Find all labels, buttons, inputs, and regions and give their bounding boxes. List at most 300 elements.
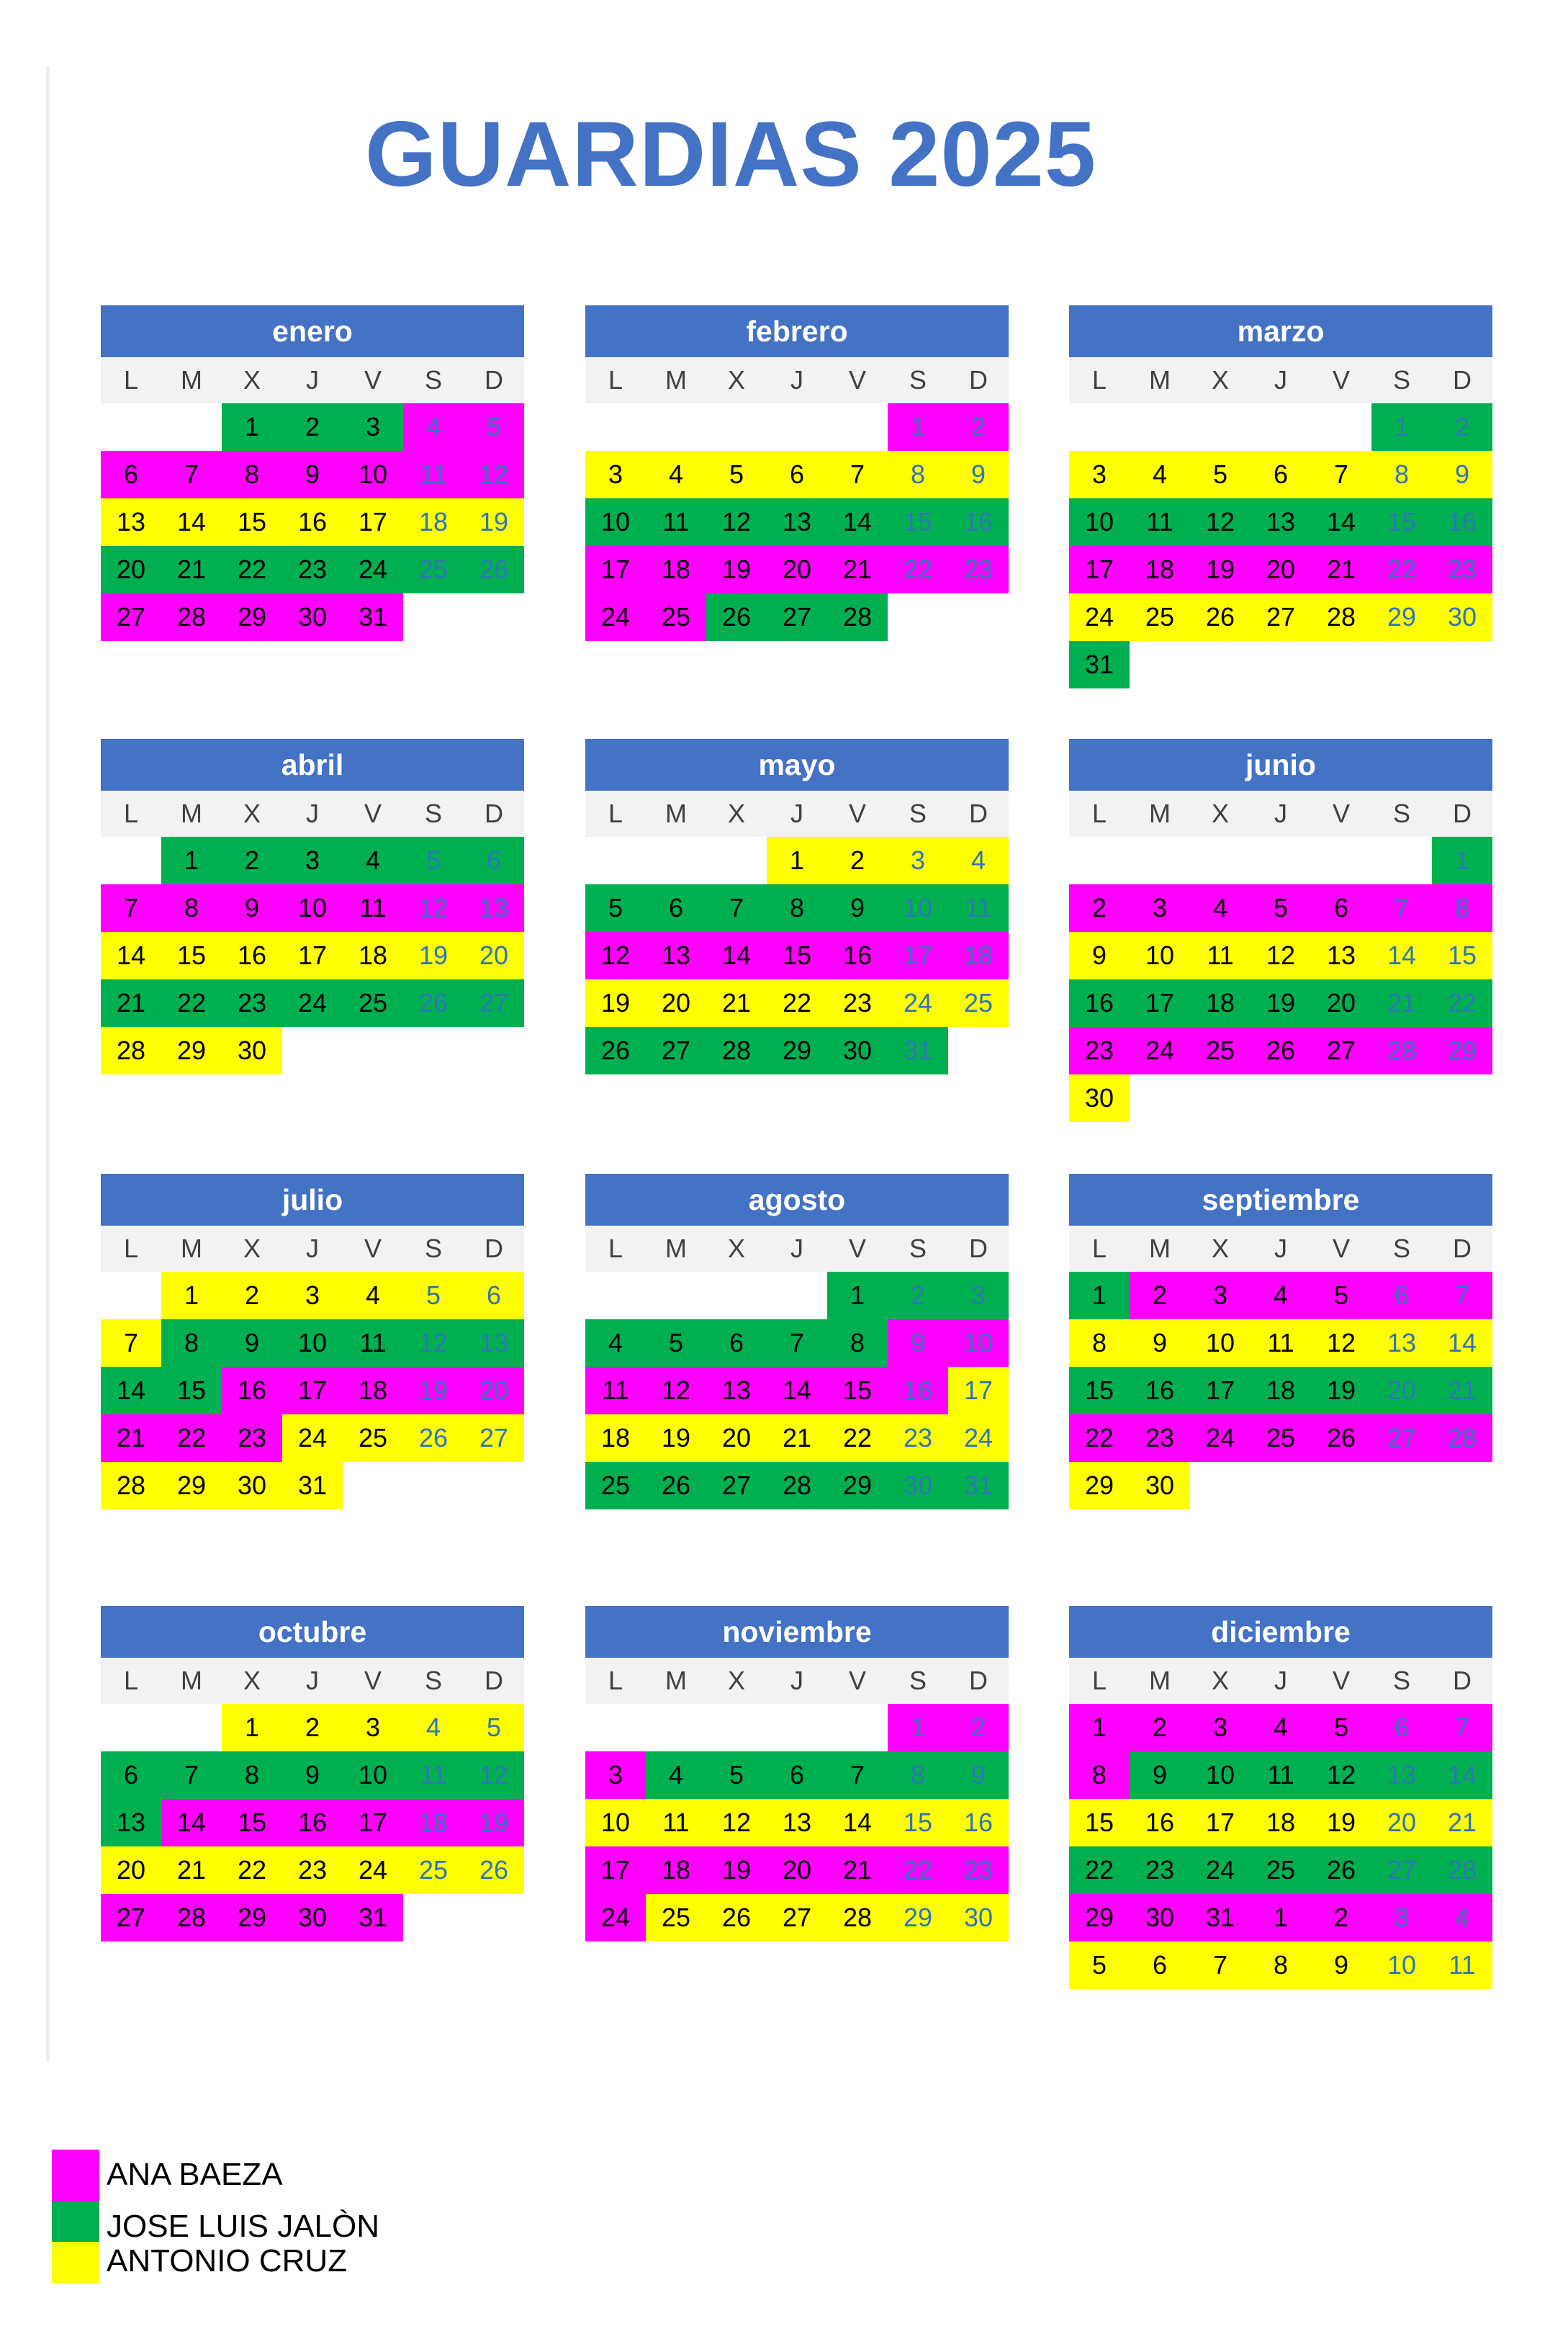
week-row — [1069, 546, 1492, 593]
day-cell: 10 — [948, 1319, 1009, 1367]
empty-cell — [1130, 403, 1190, 451]
month-title: septiembre — [1069, 1174, 1492, 1226]
day-cell: 29 — [1069, 1894, 1130, 1941]
day-cell: 18 — [403, 498, 464, 546]
day-cell: 11 — [1251, 1319, 1311, 1367]
empty-cell — [1432, 1074, 1492, 1122]
weekday-label: V — [1332, 365, 1350, 395]
day-cell: 15 — [222, 498, 282, 546]
day-cell: 29 — [222, 1894, 282, 1941]
week-row — [585, 498, 1009, 546]
day-cell: 11 — [1432, 1941, 1492, 1989]
day-cell: 30 — [1069, 1074, 1130, 1122]
day-cell: 3 — [282, 837, 343, 884]
day-cell: 11 — [1190, 932, 1251, 979]
weekday-label: X — [243, 799, 261, 828]
day-cell: 21 — [161, 1846, 222, 1894]
day-cell: 18 — [343, 1367, 403, 1414]
weekday-label: M — [181, 1666, 202, 1695]
day-cell: 28 — [161, 1894, 222, 1941]
day-cell: 7 — [706, 884, 767, 932]
day-cell: 12 — [1311, 1751, 1371, 1799]
day-cell: 7 — [101, 1319, 161, 1367]
day-cell: 3 — [1190, 1272, 1251, 1319]
weekday-header-row — [1069, 791, 1492, 837]
day-cell: 23 — [948, 1846, 1009, 1894]
day-cell: 6 — [1371, 1272, 1432, 1319]
empty-cell — [101, 1704, 161, 1751]
day-cell: 26 — [464, 546, 524, 593]
weekday-label: L — [608, 365, 623, 395]
day-cell: 16 — [1069, 979, 1130, 1027]
day-cell: 26 — [1251, 1027, 1311, 1074]
day-cell: 7 — [1371, 884, 1432, 932]
empty-cell — [1190, 837, 1251, 884]
day-cell: 27 — [464, 979, 524, 1027]
week-row — [1069, 1751, 1492, 1799]
day-cell: 13 — [706, 1367, 767, 1414]
day-cell: 10 — [282, 884, 343, 932]
day-cell: 12 — [1311, 1319, 1371, 1367]
day-cell: 16 — [222, 1367, 282, 1414]
weekday-header-row — [1069, 1658, 1492, 1704]
month-title: enero — [101, 305, 524, 357]
weekday-label: V — [1332, 1666, 1350, 1695]
day-cell: 26 — [403, 1414, 464, 1462]
day-cell: 12 — [1251, 932, 1311, 979]
day-cell: 30 — [948, 1894, 1009, 1941]
day-cell: 29 — [1432, 1027, 1492, 1074]
week-row — [1069, 498, 1492, 546]
weekday-label: S — [1392, 1666, 1410, 1695]
day-cell: 30 — [222, 1027, 282, 1074]
day-cell: 11 — [1130, 498, 1190, 546]
day-cell: 8 — [161, 1319, 222, 1367]
day-cell: 28 — [161, 593, 222, 641]
day-cell: 21 — [827, 546, 888, 593]
weekday-label: X — [1211, 799, 1229, 828]
weekday-label: X — [727, 1666, 745, 1695]
weekday-label: L — [608, 799, 623, 828]
week-row — [1069, 403, 1492, 451]
day-cell: 10 — [1190, 1751, 1251, 1799]
day-cell: 5 — [464, 403, 524, 451]
day-cell: 11 — [343, 1319, 403, 1367]
day-cell: 4 — [646, 1751, 706, 1799]
day-cell: 15 — [1069, 1367, 1130, 1414]
day-cell: 27 — [767, 593, 827, 641]
day-cell: 3 — [1190, 1704, 1251, 1751]
day-cell: 14 — [161, 498, 222, 546]
day-cell: 15 — [1432, 932, 1492, 979]
empty-cell — [1371, 641, 1432, 688]
day-cell: 9 — [222, 884, 282, 932]
day-cell: 23 — [282, 546, 343, 593]
day-cell: 9 — [888, 1319, 948, 1367]
day-cell: 6 — [1371, 1704, 1432, 1751]
day-cell: 17 — [343, 1799, 403, 1846]
day-cell: 21 — [1311, 546, 1371, 593]
day-cell: 20 — [1251, 546, 1311, 593]
day-cell: 23 — [1130, 1846, 1190, 1894]
legend-swatch-antonio — [52, 2242, 99, 2284]
day-cell: 27 — [706, 1462, 767, 1509]
weekday-label: J — [306, 1666, 319, 1695]
empty-cell — [464, 1027, 524, 1074]
week-row — [585, 1027, 1009, 1074]
day-cell: 17 — [948, 1367, 1009, 1414]
day-cell: 27 — [101, 593, 161, 641]
empty-cell — [888, 593, 948, 641]
weekday-label: M — [181, 365, 202, 395]
day-cell: 1 — [1069, 1272, 1130, 1319]
weekday-label: J — [1274, 1666, 1287, 1695]
month-title: agosto — [585, 1174, 1009, 1226]
day-cell: 10 — [343, 451, 403, 498]
weekday-label: L — [608, 1666, 623, 1695]
day-cell: 17 — [343, 498, 403, 546]
day-cell: 29 — [1069, 1462, 1130, 1509]
empty-cell — [1311, 1074, 1371, 1122]
day-cell: 31 — [1190, 1894, 1251, 1941]
day-cell: 1 — [1069, 1704, 1130, 1751]
empty-cell — [1251, 1462, 1311, 1509]
weekday-label: V — [848, 1666, 866, 1695]
empty-cell — [282, 1027, 343, 1074]
day-cell: 28 — [1432, 1846, 1492, 1894]
week-row — [585, 451, 1009, 498]
day-cell: 19 — [1190, 546, 1251, 593]
day-cell: 1 — [222, 1704, 282, 1751]
day-cell: 13 — [767, 1799, 827, 1846]
weekday-label: M — [1149, 1234, 1171, 1263]
week-row — [101, 1367, 524, 1414]
week-row — [1069, 1799, 1492, 1846]
week-row — [585, 1846, 1009, 1894]
month-title: mayo — [585, 739, 1009, 791]
day-cell: 9 — [948, 451, 1009, 498]
week-row — [101, 451, 524, 498]
day-cell: 31 — [343, 1894, 403, 1941]
day-cell: 26 — [646, 1462, 706, 1509]
empty-cell — [1069, 403, 1130, 451]
month-title: octubre — [101, 1606, 524, 1658]
day-cell: 20 — [101, 546, 161, 593]
day-cell: 7 — [161, 1751, 222, 1799]
day-cell: 13 — [646, 932, 706, 979]
day-cell: 11 — [585, 1367, 646, 1414]
empty-cell — [101, 837, 161, 884]
day-cell: 22 — [1069, 1414, 1130, 1462]
day-cell: 2 — [1130, 1704, 1190, 1751]
day-cell: 28 — [1311, 593, 1371, 641]
empty-cell — [1130, 1074, 1190, 1122]
day-cell: 1 — [222, 403, 282, 451]
day-cell: 13 — [767, 498, 827, 546]
day-cell: 24 — [1190, 1414, 1251, 1462]
day-cell: 27 — [1311, 1027, 1371, 1074]
day-cell: 4 — [343, 837, 403, 884]
day-cell: 7 — [1190, 1941, 1251, 1989]
weekday-label: S — [1392, 799, 1410, 828]
month-diciembre — [1069, 1606, 1492, 1989]
weekday-label: S — [909, 1666, 927, 1695]
empty-cell — [1371, 1462, 1432, 1509]
day-cell: 3 — [585, 451, 646, 498]
day-cell: 26 — [1190, 593, 1251, 641]
weekday-label: D — [485, 365, 503, 395]
empty-cell — [706, 1272, 767, 1319]
weekday-label: X — [243, 1234, 261, 1263]
empty-cell — [646, 837, 706, 884]
day-cell: 23 — [888, 1414, 948, 1462]
month-mayo — [585, 739, 1009, 1074]
day-cell: 12 — [585, 932, 646, 979]
weekday-label: X — [727, 799, 745, 828]
day-cell: 18 — [585, 1414, 646, 1462]
day-cell: 30 — [282, 1894, 343, 1941]
weekday-label: V — [848, 799, 866, 828]
day-cell: 22 — [767, 979, 827, 1027]
day-cell: 13 — [1371, 1751, 1432, 1799]
weekday-label: J — [1274, 799, 1287, 828]
day-cell: 21 — [101, 979, 161, 1027]
month-enero — [101, 305, 524, 641]
weekday-label: S — [909, 365, 927, 395]
day-cell: 13 — [101, 498, 161, 546]
weekday-label: V — [364, 1666, 382, 1695]
weekday-label: J — [790, 1234, 803, 1263]
day-cell: 9 — [282, 1751, 343, 1799]
day-cell: 12 — [1190, 498, 1251, 546]
day-cell: 30 — [827, 1027, 888, 1074]
week-row — [1069, 1027, 1492, 1074]
day-cell: 10 — [585, 498, 646, 546]
week-row — [585, 1272, 1009, 1319]
day-cell: 14 — [827, 498, 888, 546]
day-cell: 5 — [403, 837, 464, 884]
day-cell: 21 — [827, 1846, 888, 1894]
day-cell: 12 — [464, 451, 524, 498]
day-cell: 2 — [948, 1704, 1009, 1751]
week-row — [1069, 979, 1492, 1027]
day-cell: 12 — [646, 1367, 706, 1414]
empty-cell — [1069, 837, 1130, 884]
day-cell: 15 — [222, 1799, 282, 1846]
day-cell: 9 — [282, 451, 343, 498]
weekday-label: X — [243, 1666, 261, 1695]
week-row — [101, 932, 524, 979]
month-marzo — [1069, 305, 1492, 688]
day-cell: 20 — [767, 1846, 827, 1894]
day-cell: 23 — [1130, 1414, 1190, 1462]
day-cell: 11 — [948, 884, 1009, 932]
week-row — [1069, 1846, 1492, 1894]
empty-cell — [706, 403, 767, 451]
week-row — [101, 884, 524, 932]
weekday-header-row — [1069, 1226, 1492, 1272]
week-row — [1069, 1462, 1492, 1509]
weekday-label: V — [1332, 799, 1350, 828]
day-cell: 16 — [888, 1367, 948, 1414]
day-cell: 16 — [282, 498, 343, 546]
day-cell: 9 — [1311, 1941, 1371, 1989]
day-cell: 13 — [464, 1319, 524, 1367]
day-cell: 12 — [706, 1799, 767, 1846]
day-cell: 10 — [1190, 1319, 1251, 1367]
week-row — [1069, 1704, 1492, 1751]
empty-cell — [1251, 403, 1311, 451]
day-cell: 14 — [101, 932, 161, 979]
weekday-label: V — [364, 799, 382, 828]
weekday-label: L — [1091, 799, 1107, 828]
day-cell: 20 — [1371, 1367, 1432, 1414]
day-cell: 23 — [948, 546, 1009, 593]
day-cell: 15 — [888, 498, 948, 546]
day-cell: 8 — [1069, 1319, 1130, 1367]
weekday-label: L — [123, 1666, 139, 1695]
day-cell: 7 — [161, 451, 222, 498]
weekday-header-row — [585, 357, 1009, 403]
month-agosto — [585, 1174, 1009, 1509]
day-cell: 5 — [706, 1751, 767, 1799]
day-cell: 10 — [1130, 932, 1190, 979]
day-cell: 5 — [1069, 1941, 1130, 1989]
month-abril — [101, 739, 524, 1074]
day-cell: 19 — [706, 546, 767, 593]
day-cell: 20 — [101, 1846, 161, 1894]
empty-cell — [1251, 641, 1311, 688]
day-cell: 15 — [1371, 498, 1432, 546]
legend-label-jose: JOSE LUIS JALÒN — [107, 2209, 380, 2244]
day-cell: 3 — [888, 837, 948, 884]
day-cell: 13 — [1371, 1319, 1432, 1367]
weekday-label: M — [665, 799, 687, 828]
weekday-label: D — [485, 1234, 503, 1263]
day-cell: 17 — [585, 1846, 646, 1894]
day-cell: 26 — [706, 1894, 767, 1941]
day-cell: 25 — [1130, 593, 1190, 641]
day-cell: 8 — [161, 884, 222, 932]
day-cell: 8 — [827, 1319, 888, 1367]
day-cell: 28 — [1432, 1414, 1492, 1462]
day-cell: 5 — [1311, 1704, 1371, 1751]
day-cell: 19 — [403, 1367, 464, 1414]
weekday-label: L — [1091, 365, 1107, 395]
day-cell: 9 — [1130, 1751, 1190, 1799]
day-cell: 21 — [767, 1414, 827, 1462]
week-row — [101, 1319, 524, 1367]
day-cell: 26 — [585, 1027, 646, 1074]
day-cell: 23 — [222, 979, 282, 1027]
weekday-label: S — [424, 1666, 442, 1695]
weekday-label: M — [1149, 365, 1171, 395]
weekday-label: S — [424, 1234, 442, 1263]
day-cell: 6 — [706, 1319, 767, 1367]
day-cell: 7 — [1432, 1704, 1492, 1751]
day-cell: 15 — [767, 932, 827, 979]
day-cell: 13 — [101, 1799, 161, 1846]
day-cell: 23 — [1069, 1027, 1130, 1074]
week-row — [101, 979, 524, 1027]
day-cell: 2 — [282, 1704, 343, 1751]
weekday-label: D — [969, 365, 988, 395]
empty-cell — [1251, 1074, 1311, 1122]
week-row — [101, 593, 524, 641]
day-cell: 25 — [585, 1462, 646, 1509]
day-cell: 16 — [1130, 1799, 1190, 1846]
day-cell: 16 — [282, 1799, 343, 1846]
empty-cell — [1130, 837, 1190, 884]
day-cell: 14 — [1311, 498, 1371, 546]
day-cell: 30 — [888, 1462, 948, 1509]
week-row — [101, 498, 524, 546]
day-cell: 11 — [403, 451, 464, 498]
weekday-label: V — [1332, 1234, 1350, 1263]
weekday-label: L — [123, 365, 139, 395]
day-cell: 25 — [646, 1894, 706, 1941]
legend-item-antonio — [52, 2242, 556, 2294]
day-cell: 19 — [464, 498, 524, 546]
day-cell: 10 — [343, 1751, 403, 1799]
day-cell: 20 — [646, 979, 706, 1027]
day-cell: 30 — [1432, 593, 1492, 641]
day-cell: 5 — [1190, 451, 1251, 498]
day-cell: 27 — [1251, 593, 1311, 641]
week-row — [1069, 1941, 1492, 1989]
day-cell: 1 — [888, 403, 948, 451]
day-cell: 25 — [646, 593, 706, 641]
empty-cell — [585, 1704, 646, 1751]
day-cell: 22 — [888, 1846, 948, 1894]
weekday-label: M — [665, 1666, 687, 1695]
day-cell: 19 — [706, 1846, 767, 1894]
legend-swatch-ana — [52, 2150, 99, 2201]
empty-cell — [1311, 641, 1371, 688]
weekday-label: M — [665, 1234, 687, 1263]
weekday-header-row — [585, 791, 1009, 837]
week-row — [585, 979, 1009, 1027]
day-cell: 29 — [767, 1027, 827, 1074]
week-row — [101, 1414, 524, 1462]
weekday-label: M — [1149, 799, 1171, 828]
day-cell: 3 — [343, 1704, 403, 1751]
day-cell: 23 — [282, 1846, 343, 1894]
day-cell: 4 — [646, 451, 706, 498]
week-row — [1069, 884, 1492, 932]
week-row — [585, 1894, 1009, 1941]
empty-cell — [403, 593, 464, 641]
day-cell: 29 — [161, 1027, 222, 1074]
month-septiembre — [1069, 1174, 1492, 1509]
day-cell: 24 — [948, 1414, 1009, 1462]
day-cell: 7 — [1432, 1272, 1492, 1319]
day-cell: 14 — [1371, 932, 1432, 979]
weekday-label: M — [181, 799, 202, 828]
weekday-header-row — [585, 1658, 1009, 1704]
day-cell: 1 — [767, 837, 827, 884]
day-cell: 14 — [767, 1367, 827, 1414]
month-noviembre — [585, 1606, 1009, 1941]
weekday-label: D — [969, 1666, 988, 1695]
weekday-label: J — [1274, 1234, 1287, 1263]
empty-cell — [1311, 837, 1371, 884]
day-cell: 14 — [1432, 1751, 1492, 1799]
day-cell: 17 — [282, 932, 343, 979]
day-cell: 16 — [948, 498, 1009, 546]
empty-cell — [403, 1462, 464, 1509]
weekday-header-row — [101, 1226, 524, 1272]
